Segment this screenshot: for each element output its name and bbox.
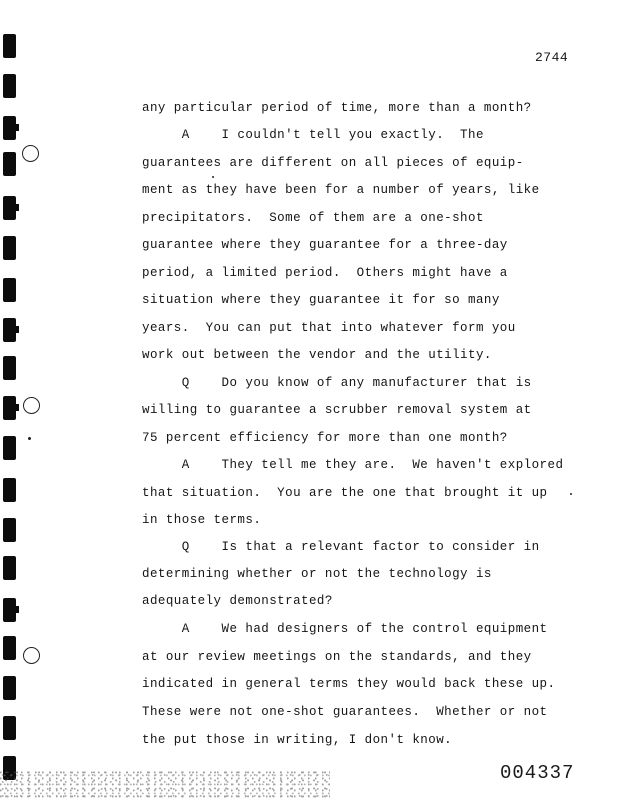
binder-mark xyxy=(3,152,16,176)
transcript-line: work out between the vendor and the utility. xyxy=(142,348,492,362)
binder-mark xyxy=(3,278,16,302)
transcript-line: in those terms. xyxy=(142,513,262,527)
transcript-line: any particular period of time, more than a month? xyxy=(142,101,532,115)
binder-mark xyxy=(3,74,16,98)
transcript-line: guarantee where they guarantee for a three-day xyxy=(142,238,508,252)
transcript-line: situation where they guarantee it for so many xyxy=(142,293,500,307)
transcript-line: A I couldn't tell you exactly. The xyxy=(142,128,484,142)
punch-hole xyxy=(23,647,40,664)
transcript-line: A We had designers of the control equipment xyxy=(142,622,548,636)
transcript-line: determining whether or not the technology is xyxy=(142,567,492,581)
transcript-line: precipitators. Some of them are a one-shot xyxy=(142,211,484,225)
binder-mark xyxy=(3,598,16,622)
transcript-line: A They tell me they are. We haven't explored xyxy=(142,458,564,472)
binder-mark xyxy=(3,436,16,460)
scan-speck xyxy=(570,493,572,495)
binder-mark xyxy=(3,196,16,220)
binder-mark xyxy=(3,478,16,502)
punch-hole xyxy=(23,397,40,414)
transcript-line: willing to guarantee a scrubber removal system at xyxy=(142,403,532,417)
binder-mark xyxy=(3,556,16,580)
scan-speck xyxy=(28,437,31,440)
binder-mark xyxy=(3,676,16,700)
transcript-line: at our review meetings on the standards, and they xyxy=(142,650,532,664)
binder-mark xyxy=(3,34,16,58)
transcript-line: Q Do you know of any manufacturer that is xyxy=(142,376,532,390)
transcript-line: the put those in writing, I don't know. xyxy=(142,733,453,747)
binder-mark xyxy=(3,236,16,260)
transcript-line: years. You can put that into whatever form you xyxy=(142,321,516,335)
scan-noise xyxy=(0,770,330,800)
transcript-line: guarantees are different on all pieces of equip- xyxy=(142,156,524,170)
transcript-line: indicated in general terms they would back these up. xyxy=(142,677,556,691)
transcript-line: 75 percent efficiency for more than one month? xyxy=(142,431,508,445)
scan-speck xyxy=(212,176,214,178)
binder-mark xyxy=(3,318,16,342)
transcript-line: These were not one-shot guarantees. Whether or not xyxy=(142,705,548,719)
page-number: 2744 xyxy=(535,50,569,65)
binder-mark xyxy=(3,116,16,140)
binder-mark xyxy=(3,716,16,740)
binder-mark xyxy=(3,396,16,420)
transcript-line: adequately demonstrated? xyxy=(142,594,333,608)
transcript-line: period, a limited period. Others might have a xyxy=(142,266,508,280)
transcript-line: Q Is that a relevant factor to consider in xyxy=(142,540,540,554)
binder-mark xyxy=(3,518,16,542)
transcript-line: that situation. You are the one that brought it up xyxy=(142,486,548,500)
transcript-line: ment as they have been for a number of years, like xyxy=(142,183,540,197)
bates-number: 004337 xyxy=(500,762,575,784)
binder-mark xyxy=(3,356,16,380)
binder-mark xyxy=(3,636,16,660)
punch-hole xyxy=(22,145,39,162)
